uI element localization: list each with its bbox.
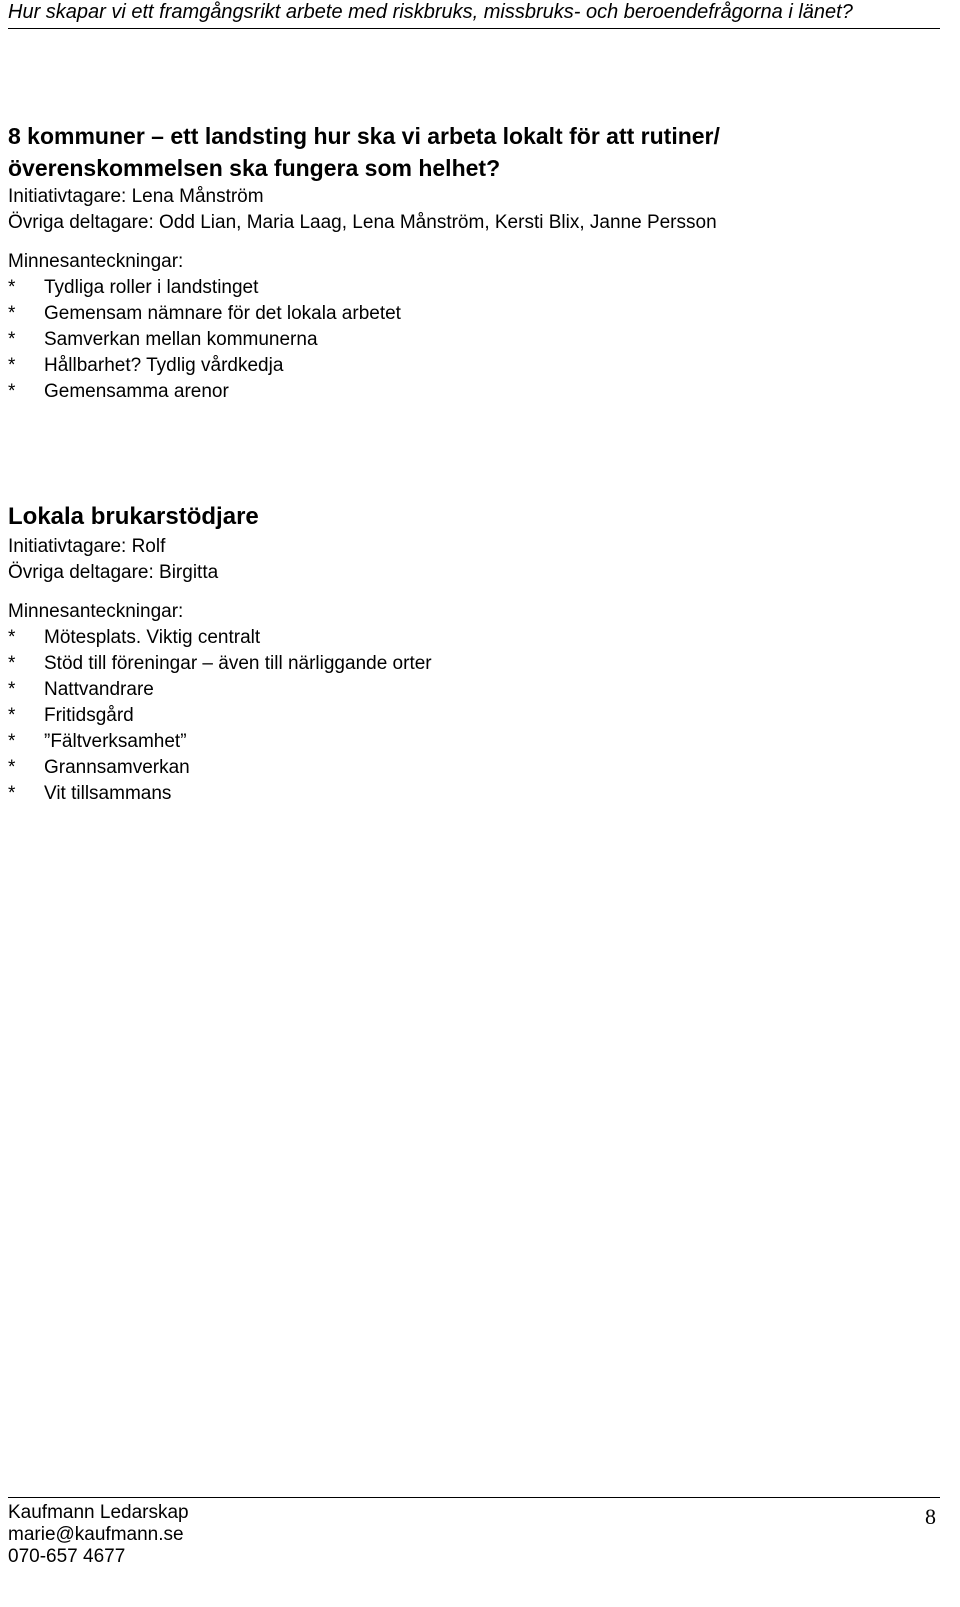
page-header (8, 0, 940, 29)
list-item (8, 755, 938, 781)
bullet-marker: * (8, 783, 16, 804)
participants-line: Övriga deltagare: Birgitta (8, 562, 219, 583)
section-title: Lokala brukarstödjare (8, 503, 259, 530)
notes-label: Minnesanteckningar: (8, 251, 184, 272)
participants-line: Övriga deltagare: Odd Lian, Maria Laag, Lena Månström, Kersti Blix, Janne Persson (8, 212, 717, 233)
list-item (8, 703, 938, 729)
note-text: Gemensamma arenor (44, 381, 229, 402)
page-number: 8 (925, 1504, 936, 1529)
document-title: Hur skapar vi ett framgångsrikt arbete med riskbruks, missbruks- och beroendefrågorna i länet? (8, 1, 853, 23)
bullet-marker: * (8, 381, 16, 402)
list-item (8, 651, 938, 677)
footer-email: marie@kaufmann.se (8, 1524, 184, 1545)
note-text: Gemensam nämnare för det lokala arbetet (44, 303, 401, 324)
list-item (8, 301, 938, 327)
list-item (8, 353, 938, 379)
note-text: Mötesplats. Viktig centralt (44, 627, 261, 648)
list-item (8, 781, 938, 807)
bullet-marker: * (8, 705, 16, 726)
initiator-line: Initiativtagare: Lena Månström (8, 186, 264, 207)
list-item (8, 327, 938, 353)
note-text: Nattvandrare (44, 679, 154, 700)
section-title: 8 kommuner – ett landsting hur ska vi arbeta lokalt för att rutiner/ överenskommelsen ska fungera som helhet? (8, 123, 720, 181)
notes-list (8, 275, 938, 405)
bullet-marker: * (8, 731, 16, 752)
initiator-line: Initiativtagare: Rolf (8, 536, 166, 557)
section-brukarstodjare (8, 500, 938, 807)
note-text: ”Fältverksamhet” (44, 731, 187, 752)
list-item (8, 275, 938, 301)
page-footer (8, 1497, 940, 1568)
bullet-marker: * (8, 329, 16, 350)
note-text: Vit tillsammans (44, 783, 172, 804)
notes-label: Minnesanteckningar: (8, 601, 184, 622)
bullet-marker: * (8, 653, 16, 674)
footer-phone: 070-657 4677 (8, 1546, 126, 1567)
list-item (8, 379, 938, 405)
bullet-marker: * (8, 757, 16, 778)
section-kommuner (8, 120, 938, 405)
note-text: Samverkan mellan kommunerna (44, 329, 318, 350)
note-text: Fritidsgård (44, 705, 134, 726)
list-item (8, 729, 938, 755)
note-text: Grannsamverkan (44, 757, 190, 778)
bullet-marker: * (8, 355, 16, 376)
note-text: Stöd till föreningar – även till närliggande orter (44, 653, 432, 674)
list-item (8, 625, 938, 651)
list-item (8, 677, 938, 703)
bullet-marker: * (8, 679, 16, 700)
note-text: Hållbarhet? Tydlig vårdkedja (44, 355, 284, 376)
bullet-marker: * (8, 627, 16, 648)
bullet-marker: * (8, 303, 16, 324)
notes-list (8, 625, 938, 807)
footer-contact (8, 1498, 940, 1568)
footer-company: Kaufmann Ledarskap (8, 1502, 189, 1523)
note-text: Tydliga roller i landstinget (44, 277, 259, 298)
bullet-marker: * (8, 277, 16, 298)
